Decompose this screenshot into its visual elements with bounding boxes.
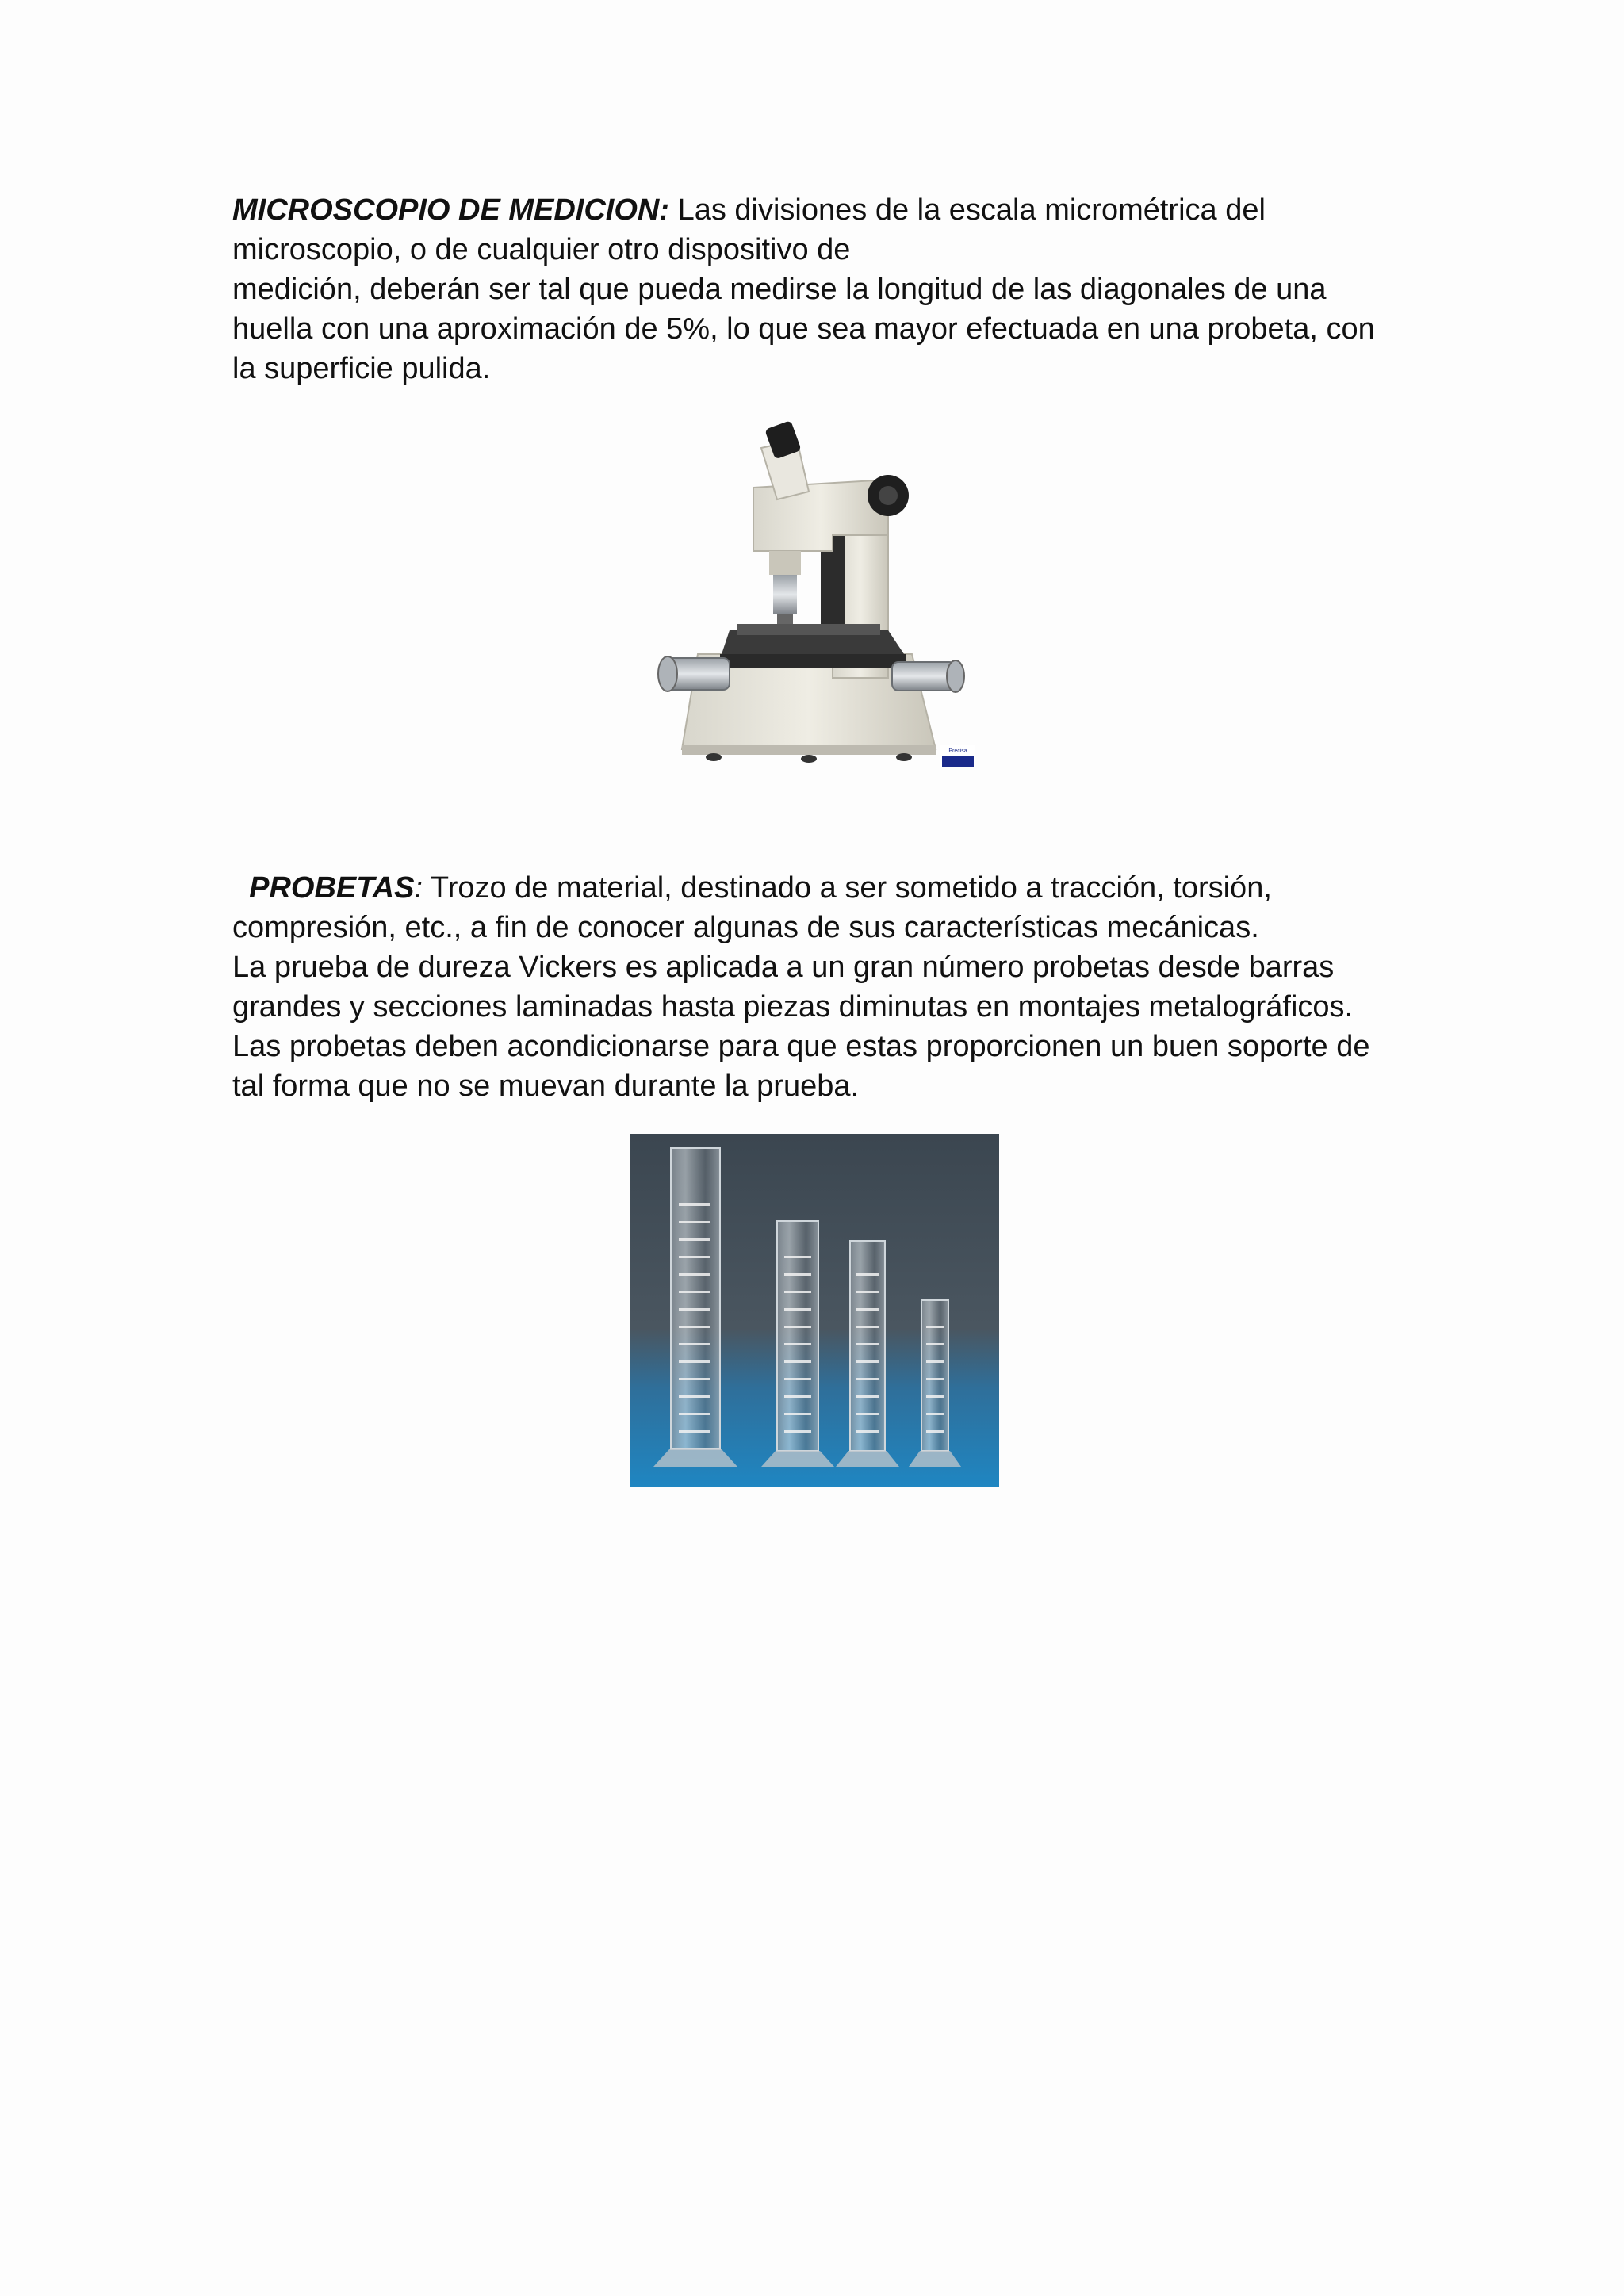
probetas-paragraph-line-3: La prueba de dureza Vickers es aplicada a un gran número probetas desde barras [232,951,1335,984]
probetas-paragraph [232,868,1398,1106]
microscope-paragraph-line-4: huella con una aproximación de 5%, lo que sea mayor efectuada en una probeta, con [232,312,1375,346]
microscope-paragraph [232,190,1398,388]
logo-text: Precisa [948,748,967,754]
microscope-paragraph-line-3: medición, deberán ser tal que pueda medirse la longitud de las diagonales de una [232,273,1327,306]
graduated-cylinders-icon [630,1134,999,1487]
probetas-paragraph-line-6: tal forma que no se muevan durante la prueba. [232,1070,860,1103]
probetas-heading: PROBETAS [249,871,415,905]
microscope-icon [650,416,983,781]
graduated-cylinders-photo [630,1134,999,1487]
microscope-paragraph-line-1 [232,190,1398,230]
microscope-heading: MICROSCOPIO DE MEDICION: [232,193,670,227]
microscope-paragraph-line-2: microscopio, o de cualquier otro dispositivo de [232,233,851,266]
measuring-microscope-photo [650,416,983,781]
probetas-line-1-text: Trozo de material, destinado a ser sometido a tracción, torsión, [423,871,1272,905]
microscope-line-1-text: Las divisiones de la escala micrométrica del [669,193,1266,227]
microscope-paragraph-line-5: la superficie pulida. [232,352,491,385]
probetas-paragraph-line-2: compresión, etc., a fin de conocer algunas de sus características mecánicas. [232,911,1259,944]
probetas-colon: : [414,871,423,905]
probetas-paragraph-line-4: grandes y secciones laminadas hasta piezas diminutas en montajes metalográficos. [232,990,1354,1024]
probetas-paragraph-line-1 [232,868,1398,908]
probetas-paragraph-line-5: Las probetas deben acondicionarse para que estas proporcionen un buen soporte de [232,1030,1370,1063]
